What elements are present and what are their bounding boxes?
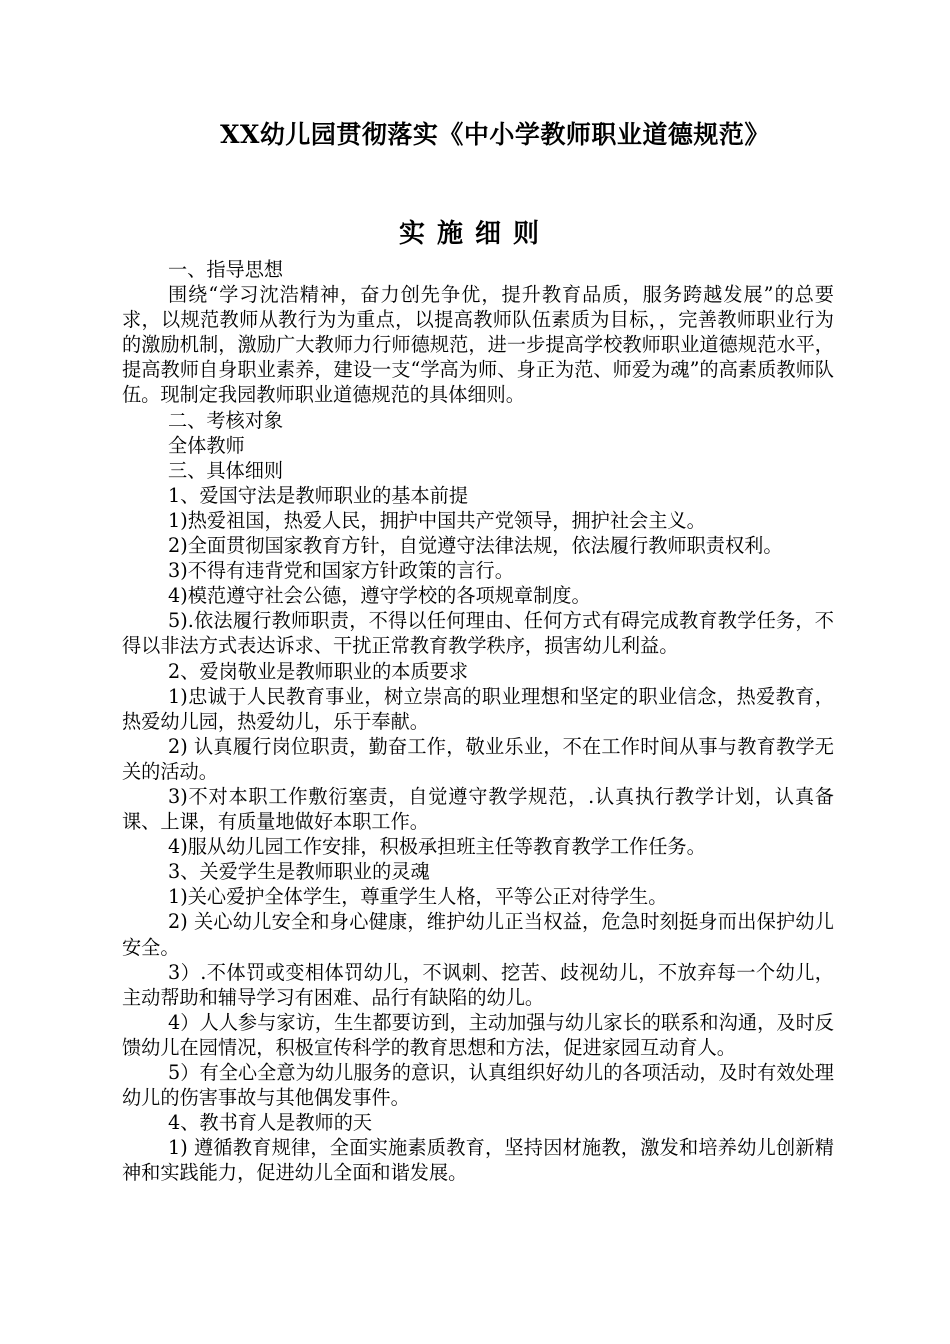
list-item: 4)服从幼儿园工作安排，积极承担班主任等教育教学工作任务。 [168,835,706,859]
paragraph: 全体教师 [168,433,245,457]
list-item: 2) 认真履行岗位职责，勤奋工作，敬业乐业，不在工作时间从事与教育教学无关的活动。 [122,734,834,783]
paragraph: 围绕“学习沈浩精神，奋力创先争优，提升教育品质，服务跨越发展”的总要求，以规范教师从教行为为重点，以提高教师队伍素质为目标，，完善教师职业行为的激励机制，激励广大教师力行师德规范，进一步提高学校教师职业道德规范水平，提高教师自身职业素养，建设一支“学高为师、身正为范、师爱为魂”的高素质教师队伍。现制定我园教师职业道德规范的具体细则。 [122,283,834,407]
document-subtitle: 实施细则 [398,219,551,249]
list-item: 1) 遵循教育规律，全面实施素质教育，坚持因材施教，激发和培养幼儿创新精神和实践能力，促进幼儿全面和谐发展。 [122,1136,834,1185]
subsection-heading: 2、爱岗敬业是教师职业的本质要求 [168,659,469,683]
list-item: 2) 关心幼儿安全和身心健康，维护幼儿正当权益，危急时刻挺身而出保护幼儿安全。 [122,910,834,959]
list-item: 3)不得有违背党和国家方针政策的言行。 [168,559,514,583]
document-title: XX幼儿园贯彻落实《中小学教师职业道德规范》 [220,120,770,149]
list-item: 1)忠诚于人民教育事业，树立崇高的职业理想和坚定的职业信念，热爱教育，热爱幼儿园，热爱幼儿，乐于奉献。 [122,684,834,733]
list-item: 4)模范遵守社会公德，遵守学校的各项规章制度。 [168,584,591,608]
subsection-heading: 4、教书育人是教师的天 [168,1111,373,1135]
list-item: 2)全面贯彻国家教育方针，自觉遵守法律法规，依法履行教师职责权利。 [168,534,783,558]
list-item: 5）有全心全意为幼儿服务的意识，认真组织好幼儿的各项活动，及时有效处理幼儿的伤害事故与其他偶发事件。 [122,1061,834,1110]
list-item: 1)关心爱护全体学生，尊重学生人格，平等公正对待学生。 [168,885,668,909]
section-heading: 二、考核对象 [168,408,284,432]
list-item: 4）人人参与家访，生生都要访到，主动加强与幼儿家长的联系和沟通，及时反馈幼儿在园情况，积极宣传科学的教育思想和方法，促进家园互动育人。 [122,1010,834,1059]
section-heading: 三、具体细则 [168,458,284,482]
list-item: 3)不对本职工作敷衍塞责，自觉遵守教学规范，.认真执行教学计划，认真备课、上课，有质量地做好本职工作。 [122,784,834,834]
document-body [122,257,834,1185]
section-heading: 一、指导思想 [168,258,284,281]
list-item: 1)热爱祖国，热爱人民，拥护中国共产党领导，拥护社会主义。 [168,508,706,532]
list-item: 3）.不体罚或变相体罚幼儿，不讽刺、挖苦、歧视幼儿，不放弃每一个幼儿，主动帮助和辅导学习有困难、品行有缺陷的幼儿。 [122,960,834,1009]
subsection-heading: 3、关爱学生是教师职业的灵魂 [168,860,430,884]
subsection-heading: 1、爱国守法是教师职业的基本前提 [168,483,469,507]
list-item: 5).依法履行教师职责，不得以任何理由、任何方式有碍完成教育教学任务，不得以非法方式表达诉求、干扰正常教育教学秩序，损害幼儿利益。 [122,609,834,658]
